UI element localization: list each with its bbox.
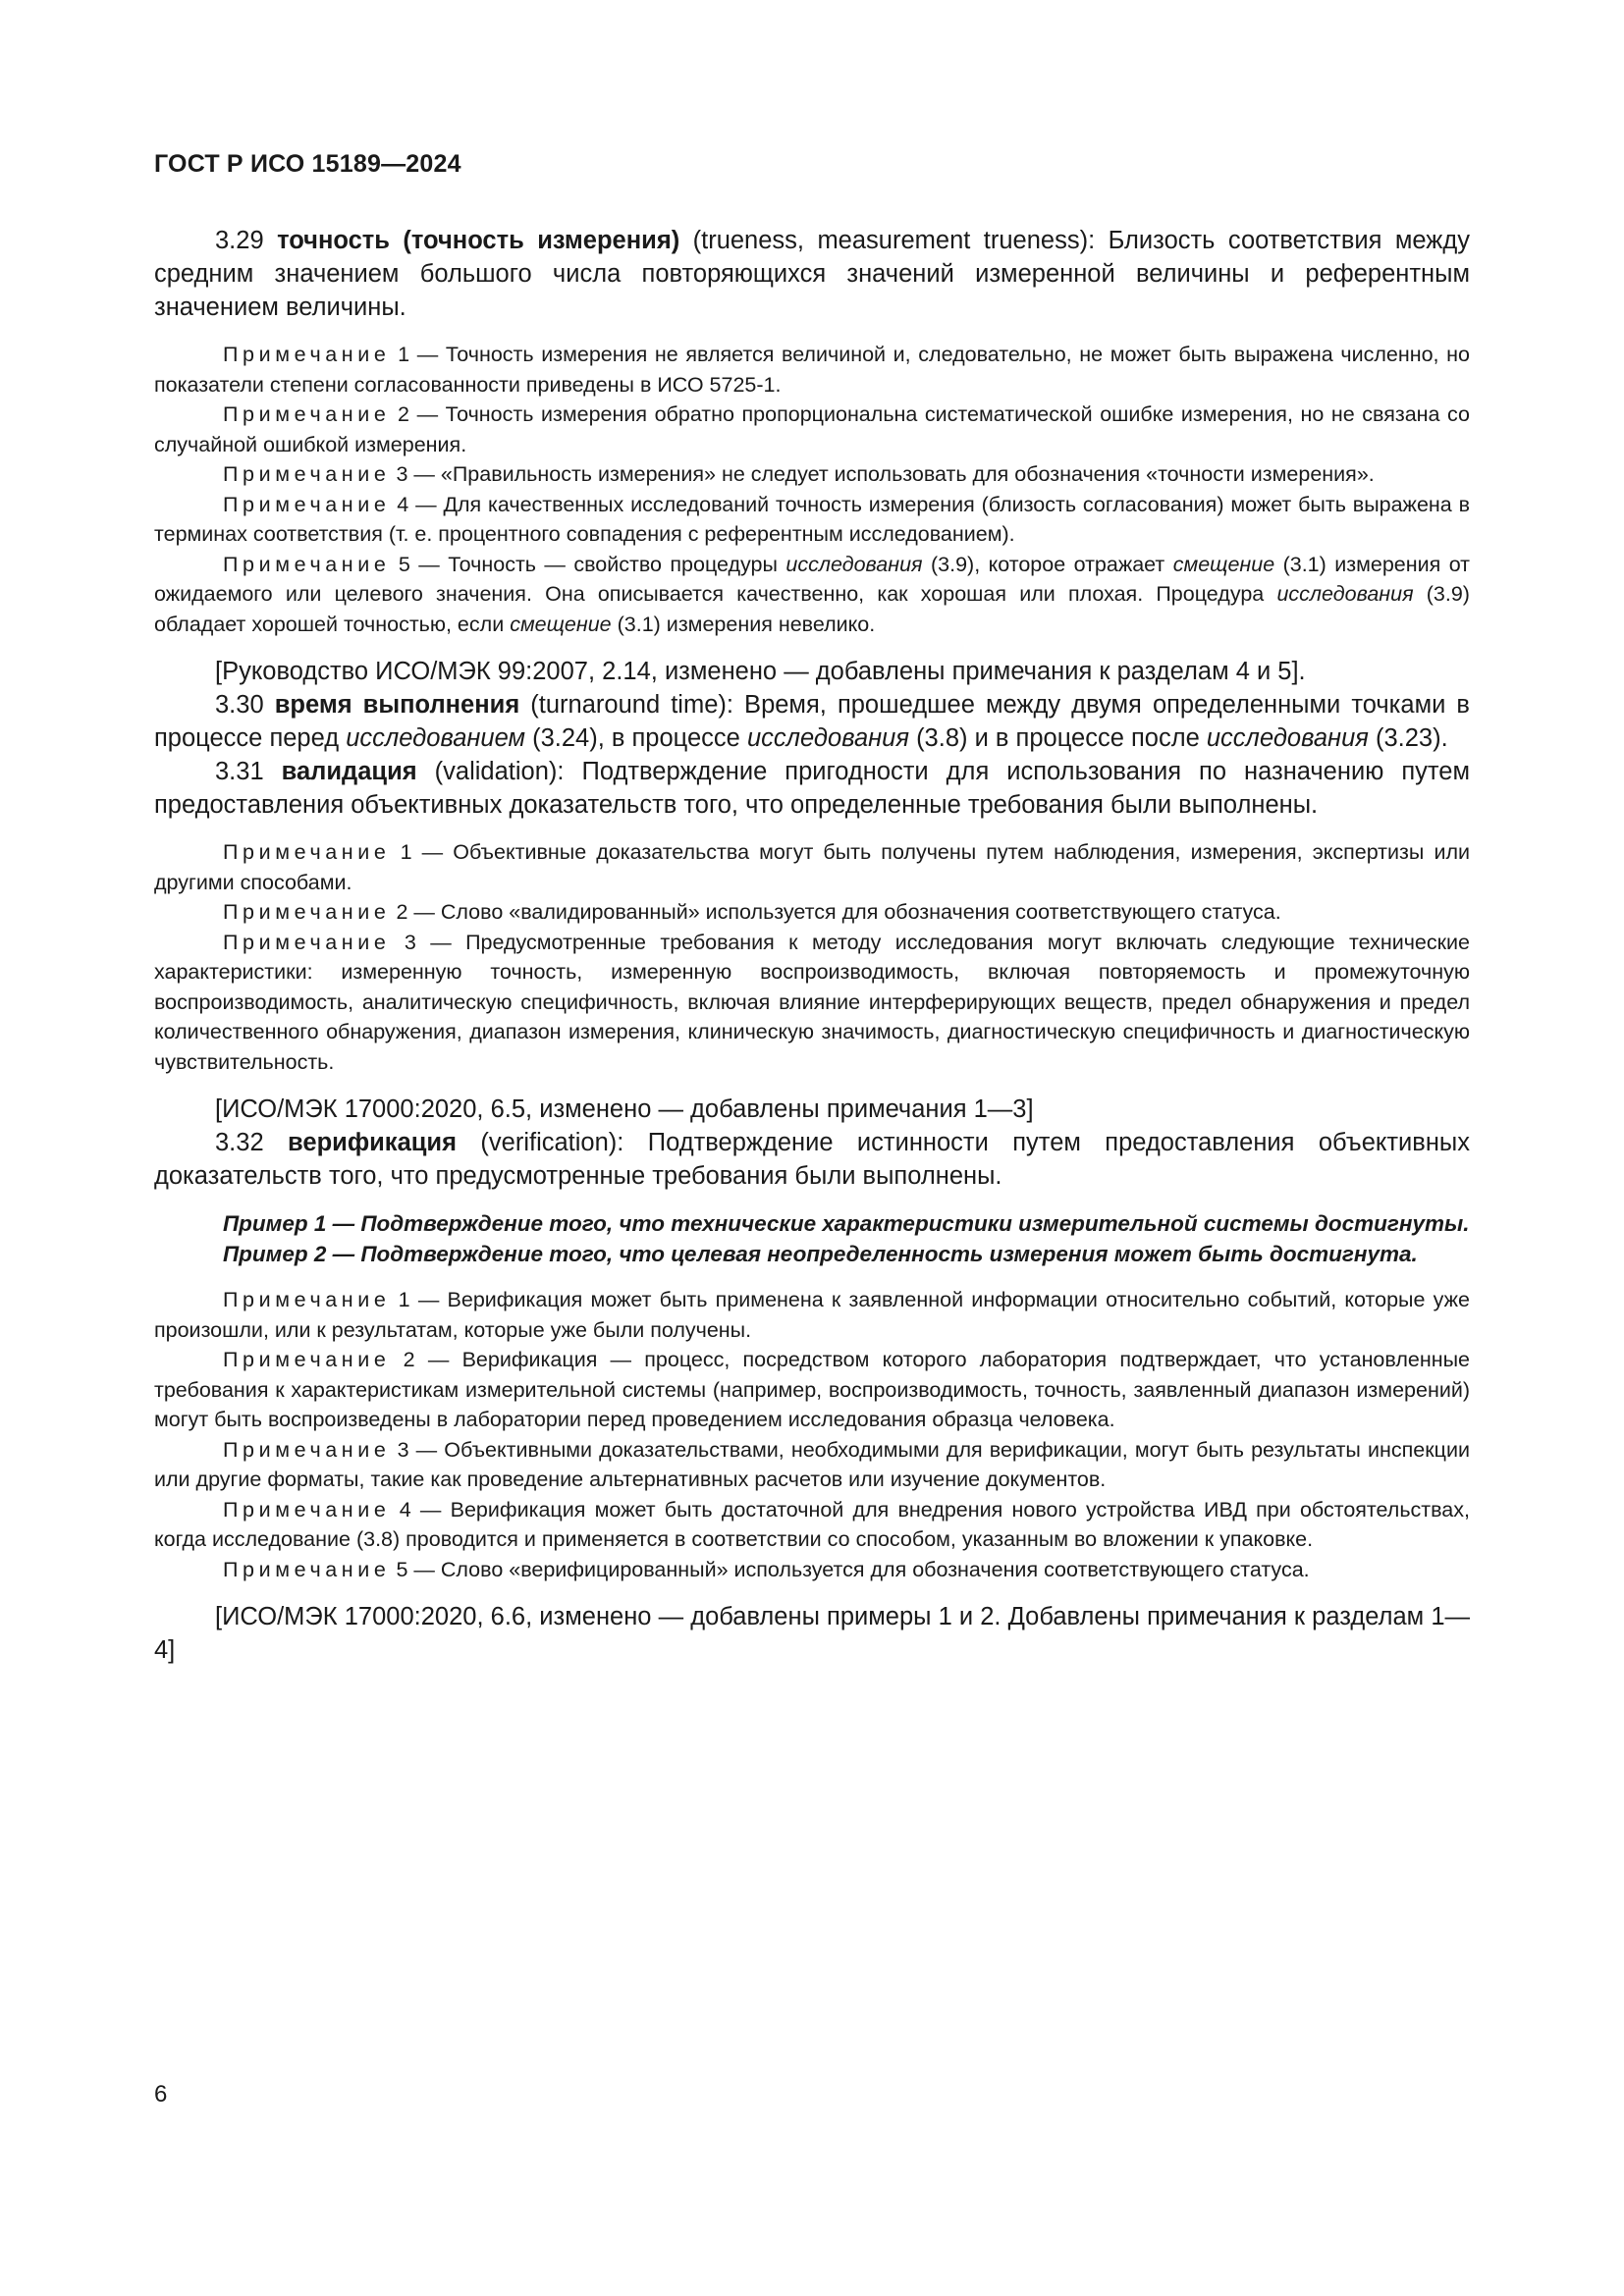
note-label: Примечание (223, 900, 391, 924)
note-3-32-4: Примечание 4 — Верификация может быть достаточной для внедрения нового устройства ИВД при обстоятельствах, когда исследование (3.8) проводится и применяется в соответствии со способом, указанным во вложении к упаковке. (154, 1497, 1470, 1551)
note-label: Примечание (223, 930, 391, 954)
note-label: Примечание (223, 840, 391, 864)
term-title: точность (точность измерения) (277, 227, 680, 254)
term-title: верификация (288, 1129, 457, 1156)
note-label: Примечание (223, 1348, 391, 1371)
note-label: Примечание (223, 462, 391, 486)
note-3-31-1: Примечание 1 — Объективные доказательства могут быть получены путем наблюдения, измерения, экспертизы или другими способами. (154, 840, 1471, 894)
note-label: Примечание (223, 343, 391, 366)
term-title: валидация (281, 758, 417, 785)
note-3-29-5: Примечание 5 — Точность — свойство процедуры исследования (3.9), которое отражает смещение (3.1) измерения от ожидаемого или целевого значения. Она описывается качественно, как хорошая или плохая. Процедура исследования (3.9) обладает хорошей точностью, если смещение (3.1) измерения невелико. (154, 552, 1471, 636)
note-3-29-3: Примечание 3 — «Правильность измерения» не следует использовать для обозначения «точности измерения». (223, 462, 1375, 486)
note-3-32-5: Примечание 5 — Слово «верифицированный» используется для обозначения соответствующего статуса. (223, 1557, 1310, 1581)
note-3-32-2: Примечание 2 — Верификация — процесс, посредством которого лаборатория подтверждает, что установленные требования к характеристикам измерительной системы (например, воспроизводимость, точность, заявленный диапазон измерений) могут быть воспроизведены в лаборатории перед проведением исследования образца человека. (154, 1348, 1470, 1431)
note-label: Примечание (223, 1288, 391, 1311)
note-label: Примечание (223, 1497, 391, 1522)
source-3-31: [ИСО/МЭК 17000:2020, 6.5, изменено — добавлены примечания 1—3] (215, 1095, 1034, 1123)
document-header: ГОСТ Р ИСО 15189—2024 (154, 150, 461, 178)
page-number: 6 (154, 2081, 168, 2108)
term-number: 3.29 (215, 227, 264, 254)
note-3-29-2: Примечание 2 — Точность измерения обратно пропорциональна систематической ошибке измерения, но не связана со случайной ошибкой измерения. (154, 402, 1471, 456)
term-number: 3.30 (215, 691, 264, 719)
note-3-29-1: Примечание 1 — Точность измерения не является величиной и, следовательно, не может быть выражена численно, но показатели степени согласованности приведены в ИСО 5725-1. (154, 343, 1470, 397)
note-3-31-2: Примечание 2 — Слово «валидированный» используется для обозначения соответствующего статуса. (223, 900, 1281, 924)
term-number: 3.31 (215, 758, 264, 785)
source-3-29: [Руководство ИСО/МЭК 99:2007, 2.14, изменено — добавлены примечания к разделам 4 и 5]. (215, 658, 1306, 685)
term-definition: (validation): Подтверждение пригодности для использования по назначению путем предоставления объективных доказательств того, что определенные требования были выполнены. (154, 758, 1470, 819)
source-3-32: [ИСО/МЭК 17000:2020, 6.6, изменено — добавлены примеры 1 и 2. Добавлены примечания к разделам 1—4] (154, 1603, 1470, 1664)
note-label: Примечание (223, 402, 391, 426)
document-body (154, 224, 1470, 1667)
term-number: 3.32 (215, 1129, 264, 1156)
term-3-31 (154, 755, 1470, 822)
note-label: Примечание (223, 1437, 391, 1462)
note-label: Примечание (223, 492, 391, 516)
term-title: время выполнения (274, 691, 520, 719)
term-3-30: 3.30 время выполнения (turnaround time): Время, прошедшее между двумя определенными точками в процессе перед исследованием (3.24), в процессе исследования (3.8) и в процессе после исследования (3.23). (154, 691, 1470, 752)
term-3-29 (154, 224, 1470, 324)
note-3-32-3: Примечание 3 — Объективными доказательствами, необходимыми для верификации, могут быть результаты инспекции или другие форматы, такие как проведение альтернативных расчетов или изучение документов. (154, 1437, 1470, 1491)
example-2: Пример 2 — Подтверждение того, что целевая неопределенность измерения может быть достигнута. (223, 1242, 1418, 1266)
note-3-32-1: Примечание 1 — Верификация может быть применена к заявленной информации относительно событий, которые уже произошли, или к результатам, которые уже были получены. (154, 1288, 1470, 1342)
example-1: Пример 1 — Подтверждение того, что технические характеристики измерительной системы достигнуты. (223, 1211, 1470, 1236)
note-3-31-3: Примечание 3 — Предусмотренные требования к методу исследования могут включать следующие технические характеристики: измеренную точность, измеренную воспроизводимость, включая повторяемость и промежуточную воспроизводимость, аналитическую специфичность, включая влияние интерферирующих веществ, предел обнаружения и предел количественного обнаружения, диапазон измерения, клиническую значимость, диагностическую специфичность и диагностическую чувствительность. (154, 930, 1470, 1074)
term-definition: (trueness, measurement trueness): Близость соответствия между средним значением большого числа повторяющихся значений измеренной величины и референтным значением величины. (154, 227, 1470, 321)
term-3-32 (154, 1126, 1470, 1193)
term-definition: (verification): Подтверждение истинности путем предоставления объективных доказательств того, что предусмотренные требования были выполнены. (154, 1129, 1470, 1190)
note-label: Примечание (223, 552, 391, 576)
note-label: Примечание (223, 1557, 391, 1581)
note-3-29-4: Примечание 4 — Для качественных исследований точность измерения (близость согласования) может быть выражена в терминах соответствия (т. е. процентного совпадения с референтным исследованием). (154, 492, 1470, 546)
